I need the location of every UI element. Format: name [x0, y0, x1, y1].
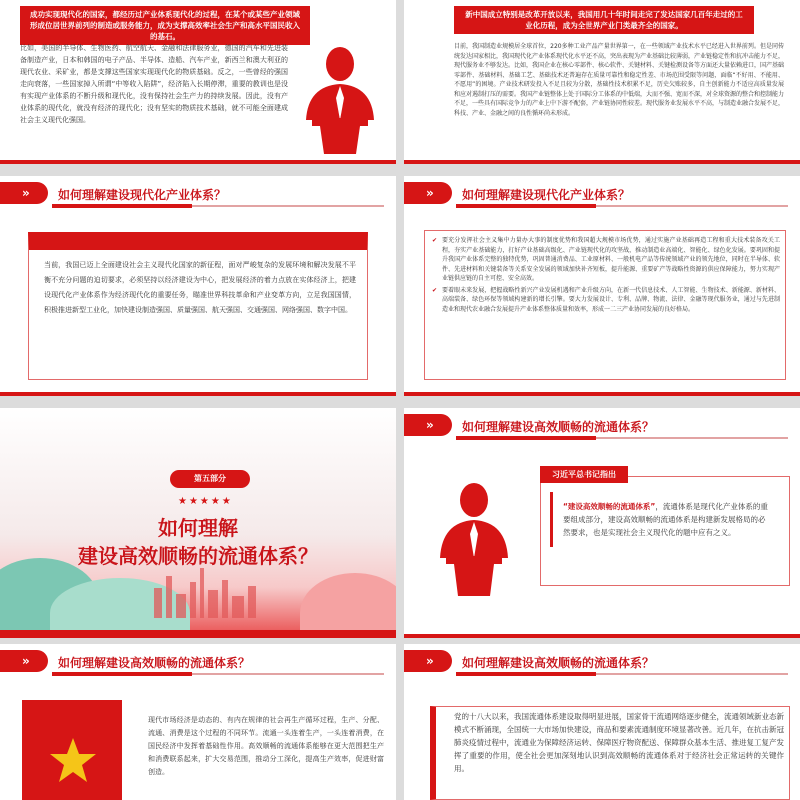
slide8-header: [404, 644, 800, 684]
header-underline: [456, 205, 788, 207]
double-chevron-right-icon: »: [426, 654, 434, 668]
slide3-body: 当前，我国已迈上全面建设社会主义现代化国家的新征程，面对严峻复杂的发展环境和解决发展不平衡不充分问题的迫切要求，必须坚持以经济建设为中心，把发展经济的着力点放在实体经济上，把建设现代化产业体系作为经济现代化的重要任务，瞄准世界科技革命和产业变革方向，立足我国国情，积极推进新型工业化，加快建设制造强国、质量强国、航天强国、交通强国、网络强国、数字中国。: [44, 261, 356, 314]
header-underline: [456, 437, 788, 439]
bottom-bar: [404, 634, 800, 638]
quote-text: ，流通体系是现代化产业体系的重要组成部分，建设高效顺畅的流通体系是构建新发展格局的必然要求，也是实现社会主义现代化的题中应有之义。: [563, 502, 768, 537]
bottom-bar: [0, 630, 396, 638]
slide1-body: 比如，美国的半导体、生物医药、航空航天、金融和法律服务业，德国的汽车和先进装备制造产业，日本和韩国的电子产品、半导体、造船、汽车产业，新西兰和澳大利亚的现代农业、采矿业，都是支撑这些国家实现现代化的物质基础。反之，一些曾经的强国走向衰落，一些国家掉入所谓“中等收入陷阱”，经济陷入长期停滞，重要的教训也是没有实现产业体系的不断升级和现代化，没有保持社会生产力的持续发展。因此，没有产业体系的现代化，就没有经济的现代化；没有坚实的物质技术基础，就不可能全面建成社会主义现代化强国。: [20, 44, 288, 124]
slide-4[interactable]: [404, 176, 800, 396]
slide8-body: 党的十八大以来，我国流通体系建设取得明显进展，国家骨干流通网络逐步健全，流通领域新业态新模式不断涌现，全国统一大市场加快建设，商品和要素流通制度环境显著改善。近几年，在抗击新冠肺炎疫情过程中，流通业为保障经济运转、保障医疗物资配送、保障群众基本生活、推进复工复产发挥了重要的作用，使全社会更加深刻地认识到高效顺畅的流通体系对于经济社会正常运转的关键作用。: [454, 712, 784, 773]
bottom-bar: [404, 392, 800, 396]
header-underline: [52, 205, 384, 207]
slide4-list: [432, 236, 780, 316]
chevron-badge: [0, 182, 48, 204]
chevron-badge: [404, 414, 452, 436]
speaker-at-podium-icon: [426, 478, 522, 596]
list-item: ✔ 要充分发挥社会主义集中力量办大事的制度优势和我国超大规模市场优势，通过实施产业基础再造工程和重大技术装备攻关工程，夯实产业基础能力，打好产业基础高级化、产业链现代化的攻坚战，推动制造业高端化、智能化、绿色化发展。要巩固和提升我国产业体系完整的独特优势，巩固普通消费品、工业原材料、一般机电产品等传统领域产业的领先地位，同时在半导体、软件、先进材料和关键装备等关系安全发展的领域加快补齐短板，提升能源、重要矿产等战略性资源的供应保障能力，努力实现产业链供应链的自主可控、安全高效。: [432, 236, 780, 284]
double-chevron-right-icon: »: [22, 654, 30, 668]
double-chevron-right-icon: »: [426, 186, 434, 200]
speaker-at-podium-icon: [292, 42, 388, 154]
chevron-badge: [404, 650, 452, 672]
slide2-body: 目前，我国制造业规模居全球首位，220多种工业产品产量世界第一，在一些领域产业技术水平已经进入世界前列。但是同传统发达国家相比，我国现代化产业体系现代化水平还不高，突出表现为产业基础比较薄弱，产业链稳定性和抗冲击能力不足，现代服务业不够发达。比如，我国企业在核心零部件、核心软件、关键材料、关键检测设备等方面还大量依赖进口，国产基础零部件、基础材料、基础工艺、基础技术还普遍存在质量可靠性和稳定性差、市场范围受限等问题，面临“不好用、不能用、不愿用”的困境。产业技术研发投入不足且较为分散，基础性技术积累不足，历史欠账较多，自主创新能力不适应高质量发展和应对遏制打压的需要。我国产业链整体上处于国际分工体系的中低端，大而不强、宽而不深，对全球资源的整合和控制能力不足，一些具有国际竞争力的产业上中下游不配套，产业链协同性较差。现代服务业发展水平不高，与制造业融合发展不足，科技、产业、金融之间的良性循环尚未形成。: [454, 43, 785, 117]
chevron-badge: [0, 650, 48, 672]
slide2-banner: 新中国成立特别是改革开放以来，我国用几十年时间走完了发达国家几百年走过的工业化历程，成为全世界产业门类最齐全的国家。: [454, 6, 754, 34]
slide-6[interactable]: [404, 408, 800, 638]
slide6-title: 如何理解建设高效顺畅的流通体系？: [462, 420, 655, 434]
bottom-bar: [404, 160, 800, 164]
header-underline: [456, 673, 788, 675]
slide7-title: 如何理解建设高效顺畅的流通体系？: [58, 656, 251, 670]
slide-7[interactable]: [0, 644, 396, 800]
list-item: ✔ 要着眼未来发展，把握战略性新兴产业发展机遇和产业升级方向，在新一代信息技术、人工智能、生物技术、新能源、新材料、高端装备、绿色环保等领域构建新的增长引擎。要大力发展设计、专利、品牌、物流、法律、金融等现代服务业，通过与先进制造业和现代农业融合发展提升产业体系整体质量和效率，形成一二三产业协同发展的良好格局。: [432, 286, 780, 315]
bottom-bar: [0, 392, 396, 396]
double-chevron-right-icon: »: [426, 418, 434, 432]
city-skyline-decor: [150, 568, 260, 618]
header-underline: [52, 673, 384, 675]
slide7-body: 现代市场经济是动态的、有内在规律的社会再生产循环过程，生产、分配、流通、消费是这个过程的不同环节。流通一头连着生产，一头连着消费，在国民经济中发挥着基础性作用。高效顺畅的流通体系能够在更大范围把生产和消费联系起来，扩大交易范围，推动分工深化，提高生产效率，促进财富创造。: [148, 716, 384, 776]
chevron-badge: [404, 182, 452, 204]
quote-label: 习近平总书记指出: [540, 466, 628, 483]
cover-title-line1: 如何理解: [158, 516, 238, 540]
slide4-title: 如何理解建设现代化产业体系？: [462, 188, 631, 202]
slide-2[interactable]: [404, 0, 800, 164]
slide-8[interactable]: [404, 644, 800, 800]
slide8-title: 如何理解建设高效顺畅的流通体系？: [462, 656, 655, 670]
slide3-header: [0, 176, 396, 216]
slide6-header: [404, 408, 800, 448]
slide-3[interactable]: [0, 176, 396, 396]
bottom-bar: [0, 160, 396, 164]
slide3-title: 如何理解建设现代化产业体系？: [58, 188, 227, 202]
slide-5-cover[interactable]: [0, 408, 396, 638]
slide-1[interactable]: [0, 0, 396, 164]
cover-title-line2: 建设高效顺畅的流通体系？: [78, 544, 318, 568]
quote-heading: “建设高效顺畅的流通体系”: [563, 502, 656, 511]
part-badge: 第五部分: [170, 470, 250, 488]
quote-block: [550, 492, 782, 547]
slide7-header: [0, 644, 396, 684]
slide1-banner: 成功实现现代化的国家，都经历过产业体系现代化的过程，在某个或某些产业领域形成位居世界前列的制造或服务能力，成为支撑高效率社会生产和高水平国民收入的基石。: [20, 6, 310, 45]
star-row-icon: ★★★★★: [178, 496, 233, 507]
star-icon: [48, 736, 98, 786]
star-panel: [22, 700, 122, 800]
double-chevron-right-icon: »: [22, 186, 30, 200]
slide4-header: [404, 176, 800, 216]
